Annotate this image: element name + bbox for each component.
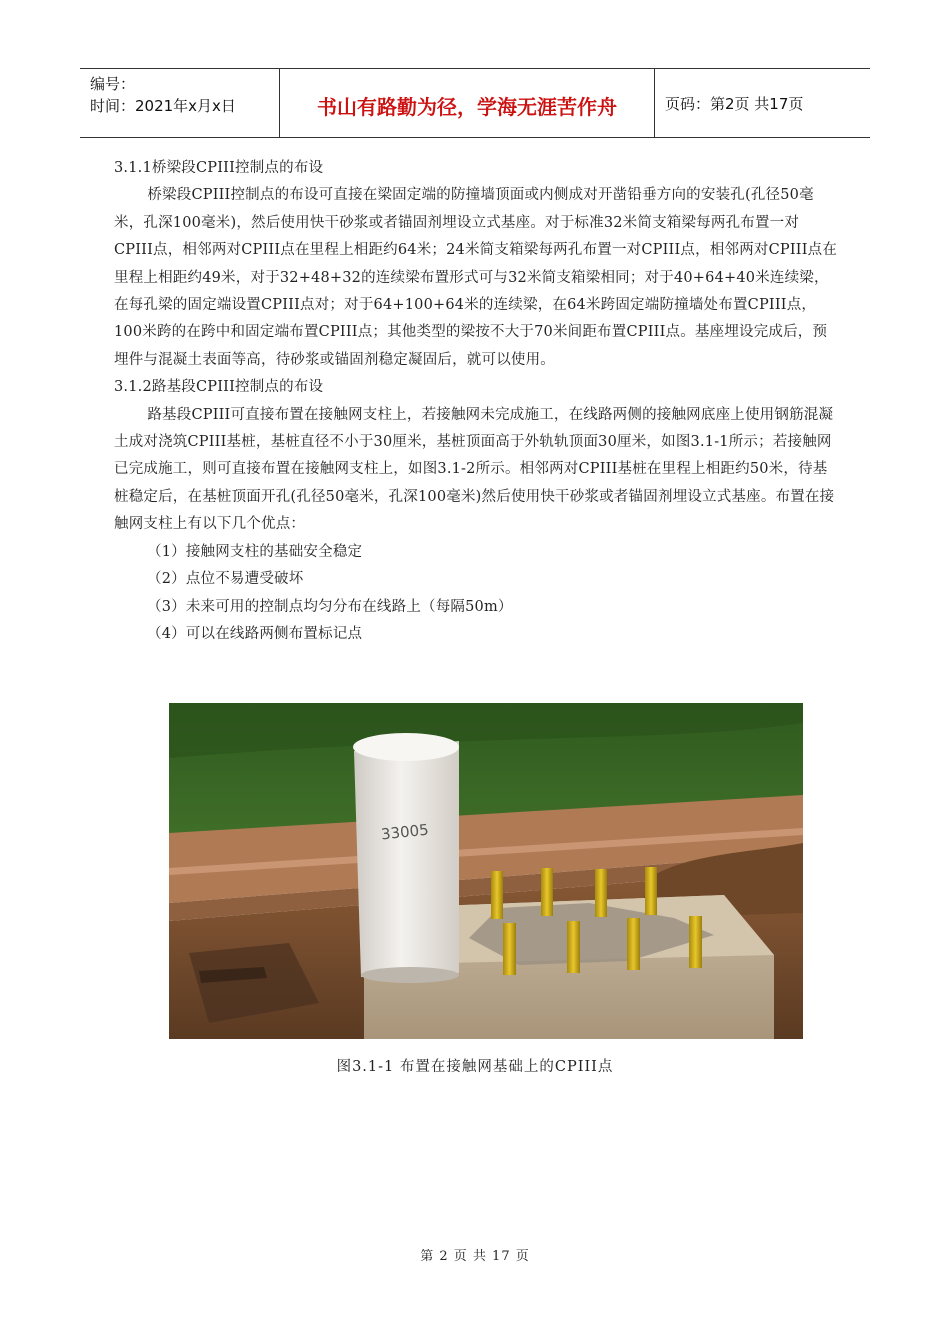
body-paragraph: 桥梁段CPIII控制点的布设可直接在梁固定端的防撞墙顶面或内侧成对开凿铅垂方向的安装孔(孔径50毫米，孔深100毫米)，然后使用快干砂浆或者锚固剂埋设立式基座。对于标准32米简支箱梁每两孔布置一对CPIII点，相邻两对CPIII点在里程上相距约64米；24米简支箱梁每两孔布置一对CPIII点，相邻两对CPIII点在里程上相距约49米，对于32+48+32的连续梁布置形式可与32米简支箱梁相同；对于40+64+40米连续梁，在每孔梁的固定端设置CPIII点对；对于64+100+64米的连续梁，在64米跨固定端防撞墙处布置CPIII点，100米跨的在跨中和固定端布置CPIII点；其他类型的梁按不大于70米间距布置CPIII点。基座埋设完成后，预埋件与混凝土表面等高，待砂浆或锚固剂稳定凝固后，就可以使用。 xyxy=(114,187,838,368)
figure-photo xyxy=(169,703,803,1039)
list-item: （1）接触网支柱的基础安全稳定 xyxy=(147,543,363,560)
section-heading: 3.1.1桥梁段CPIII控制点的布设 xyxy=(114,160,324,176)
body-paragraph: 路基段CPIII可直接布置在接触网支柱上，若接触网未完成施工，在线路两侧的接触网底座上使用钢筋混凝土成对浇筑CPIII基桩，基桩直径不小于30厘米，基桩顶面高于外轨轨顶面30厘米，如图3.1-1所示；若接触网已完成施工，则可直接布置在接触网支柱上，如图3.1-2所示。相邻两对CPIII基桩在里程上相距约50米，待基桩稳定后，在基桩顶面开孔(孔径50毫米，孔深100毫米)然后使用快干砂浆或者锚固剂埋设立式基座。布置在接触网支柱上有以下几个优点： xyxy=(114,406,835,533)
pillar-marking: 33005 xyxy=(380,820,430,844)
document-body xyxy=(114,155,838,648)
header-meta xyxy=(80,69,280,137)
figure-caption: 图3.1-1 布置在接触网基础上的CPIII点 xyxy=(336,1059,614,1075)
list-item: （3）未来可用的控制点均匀分布在线路上（每隔50m） xyxy=(147,598,513,615)
header-motto: 书山有路勤为径，学海无涯苦作舟 xyxy=(280,69,655,137)
page-footer: 第 2 页 共 17 页 xyxy=(420,1249,530,1264)
list-item: （2）点位不易遭受破坏 xyxy=(147,571,304,588)
serial-label: 编号： xyxy=(90,75,136,93)
header-page-info: 页码：第2页 共17页 xyxy=(665,94,804,113)
page-header xyxy=(80,68,870,138)
section-heading: 3.1.2路基段CPIII控制点的布设 xyxy=(114,379,324,396)
list-item: （4）可以在线路两侧布置标记点 xyxy=(147,625,363,642)
date-line: 时间：2021年x月x日 xyxy=(90,97,236,115)
